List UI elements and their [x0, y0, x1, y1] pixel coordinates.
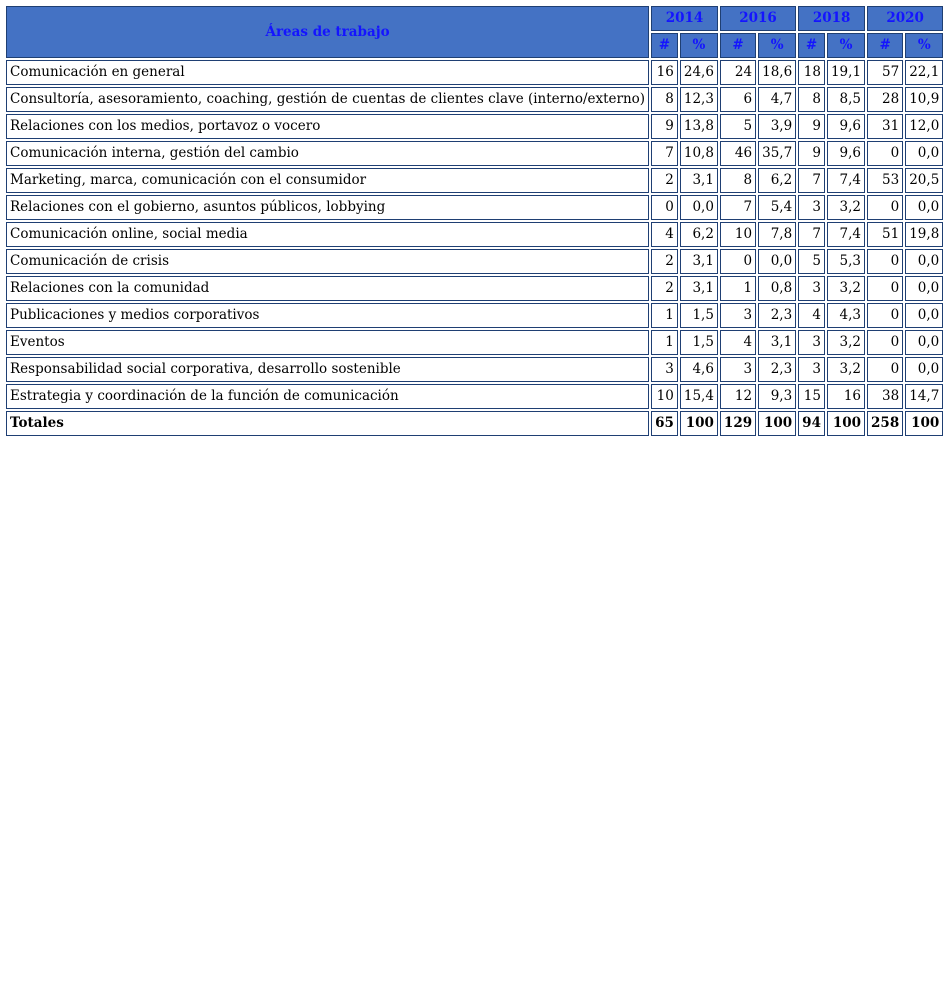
- row-label: Estrategia y coordinación de la función de comunicación: [6, 384, 649, 409]
- row-value-cell: 5: [798, 249, 825, 274]
- row-value-cell: 6,2: [680, 222, 718, 247]
- row-value-cell: 3,2: [827, 195, 865, 220]
- row-value-cell: 0,0: [680, 195, 718, 220]
- row-label: Publicaciones y medios corporativos: [6, 303, 649, 328]
- row-value-cell: 0: [867, 276, 903, 301]
- row-value-cell: 0,8: [758, 276, 796, 301]
- table-row: [6, 114, 943, 139]
- row-value-cell: 51: [867, 222, 903, 247]
- row-value-cell: 2: [651, 168, 678, 193]
- table-row: [6, 249, 943, 274]
- row-value-cell: 2: [651, 276, 678, 301]
- header-count-2014: #: [651, 33, 678, 58]
- table-row: [6, 87, 943, 112]
- row-value-cell: 28: [867, 87, 903, 112]
- row-value-cell: 0,0: [905, 195, 943, 220]
- row-value-cell: 5,3: [827, 249, 865, 274]
- row-value-cell: 2,3: [758, 357, 796, 382]
- row-label: Eventos: [6, 330, 649, 355]
- row-label: Comunicación interna, gestión del cambio: [6, 141, 649, 166]
- row-value-cell: 12,0: [905, 114, 943, 139]
- row-value-cell: 0,0: [905, 330, 943, 355]
- row-value-cell: 0,0: [905, 276, 943, 301]
- table-body: [6, 60, 943, 436]
- row-value-cell: 7,4: [827, 168, 865, 193]
- row-value-cell: 15,4: [680, 384, 718, 409]
- row-value-cell: 4,6: [680, 357, 718, 382]
- row-value-cell: 9: [651, 114, 678, 139]
- header-year-2014: 2014: [651, 6, 718, 31]
- row-value-cell: 7: [720, 195, 756, 220]
- header-percent-2020: %: [905, 33, 943, 58]
- totals-label: Totales: [6, 411, 649, 436]
- row-value-cell: 9,6: [827, 141, 865, 166]
- table-row: [6, 60, 943, 85]
- row-value-cell: 16: [827, 384, 865, 409]
- row-value-cell: 3,1: [680, 168, 718, 193]
- row-value-cell: 19,1: [827, 60, 865, 85]
- row-value-cell: 15: [798, 384, 825, 409]
- table-row: [6, 141, 943, 166]
- row-value-cell: 9: [798, 141, 825, 166]
- row-value-cell: 3: [798, 195, 825, 220]
- row-value-cell: 6,2: [758, 168, 796, 193]
- row-value-cell: 3: [798, 357, 825, 382]
- row-label: Comunicación en general: [6, 60, 649, 85]
- row-value-cell: 19,8: [905, 222, 943, 247]
- row-value-cell: 8,5: [827, 87, 865, 112]
- row-value-cell: 5,4: [758, 195, 796, 220]
- row-value-cell: 4,3: [827, 303, 865, 328]
- row-value-cell: 0: [651, 195, 678, 220]
- totals-cell: 65: [651, 411, 678, 436]
- row-value-cell: 16: [651, 60, 678, 85]
- row-value-cell: 3,2: [827, 276, 865, 301]
- row-value-cell: 14,7: [905, 384, 943, 409]
- row-value-cell: 9: [798, 114, 825, 139]
- table-row: [6, 303, 943, 328]
- row-value-cell: 24: [720, 60, 756, 85]
- header-count-2018: #: [798, 33, 825, 58]
- row-value-cell: 0,0: [905, 303, 943, 328]
- row-value-cell: 31: [867, 114, 903, 139]
- row-value-cell: 10: [651, 384, 678, 409]
- row-value-cell: 35,7: [758, 141, 796, 166]
- totals-row: [6, 411, 943, 436]
- header-work-areas: Áreas de trabajo: [6, 6, 649, 58]
- row-value-cell: 3,1: [680, 249, 718, 274]
- row-value-cell: 0: [867, 330, 903, 355]
- row-value-cell: 8: [651, 87, 678, 112]
- table-row: [6, 357, 943, 382]
- row-value-cell: 0: [867, 195, 903, 220]
- row-value-cell: 4: [798, 303, 825, 328]
- row-label: Comunicación online, social media: [6, 222, 649, 247]
- header-percent-2018: %: [827, 33, 865, 58]
- row-label: Relaciones con los medios, portavoz o vocero: [6, 114, 649, 139]
- totals-cell: 94: [798, 411, 825, 436]
- table-row: [6, 195, 943, 220]
- row-value-cell: 5: [720, 114, 756, 139]
- row-value-cell: 7: [798, 168, 825, 193]
- row-value-cell: 18: [798, 60, 825, 85]
- row-value-cell: 0: [867, 303, 903, 328]
- row-value-cell: 4,7: [758, 87, 796, 112]
- row-value-cell: 0,0: [758, 249, 796, 274]
- row-value-cell: 53: [867, 168, 903, 193]
- table-row: [6, 330, 943, 355]
- row-value-cell: 3: [651, 357, 678, 382]
- header-row-years: [6, 6, 943, 31]
- row-value-cell: 1: [651, 303, 678, 328]
- row-label: Relaciones con la comunidad: [6, 276, 649, 301]
- totals-cell: 100: [680, 411, 718, 436]
- row-value-cell: 20,5: [905, 168, 943, 193]
- row-value-cell: 8: [798, 87, 825, 112]
- table-row: [6, 168, 943, 193]
- header-percent-2014: %: [680, 33, 718, 58]
- row-value-cell: 3,2: [827, 330, 865, 355]
- row-value-cell: 0: [720, 249, 756, 274]
- row-label: Responsabilidad social corporativa, desarrollo sostenible: [6, 357, 649, 382]
- row-value-cell: 24,6: [680, 60, 718, 85]
- header-year-2018: 2018: [798, 6, 865, 31]
- row-value-cell: 3: [720, 303, 756, 328]
- row-value-cell: 4: [651, 222, 678, 247]
- row-value-cell: 8: [720, 168, 756, 193]
- header-percent-2016: %: [758, 33, 796, 58]
- row-value-cell: 12,3: [680, 87, 718, 112]
- row-value-cell: 0: [867, 141, 903, 166]
- row-value-cell: 4: [720, 330, 756, 355]
- row-value-cell: 38: [867, 384, 903, 409]
- totals-cell: 100: [905, 411, 943, 436]
- row-value-cell: 10: [720, 222, 756, 247]
- header-count-2016: #: [720, 33, 756, 58]
- row-value-cell: 2: [651, 249, 678, 274]
- row-label: Consultoría, asesoramiento, coaching, gestión de cuentas de clientes clave (interno/externo): [6, 87, 649, 112]
- row-value-cell: 3,2: [827, 357, 865, 382]
- row-value-cell: 46: [720, 141, 756, 166]
- row-value-cell: 3,1: [680, 276, 718, 301]
- row-value-cell: 2,3: [758, 303, 796, 328]
- totals-cell: 100: [827, 411, 865, 436]
- row-value-cell: 3: [798, 330, 825, 355]
- row-label: Relaciones con el gobierno, asuntos públicos, lobbying: [6, 195, 649, 220]
- row-value-cell: 7: [651, 141, 678, 166]
- row-value-cell: 12: [720, 384, 756, 409]
- row-value-cell: 10,9: [905, 87, 943, 112]
- row-value-cell: 0,0: [905, 141, 943, 166]
- header-count-2020: #: [867, 33, 903, 58]
- row-value-cell: 22,1: [905, 60, 943, 85]
- row-value-cell: 13,8: [680, 114, 718, 139]
- row-value-cell: 0,0: [905, 249, 943, 274]
- row-value-cell: 3,9: [758, 114, 796, 139]
- row-value-cell: 1: [720, 276, 756, 301]
- work-areas-table: [4, 4, 945, 438]
- row-value-cell: 1: [651, 330, 678, 355]
- row-value-cell: 3: [798, 276, 825, 301]
- row-value-cell: 0: [867, 357, 903, 382]
- row-value-cell: 0: [867, 249, 903, 274]
- row-value-cell: 18,6: [758, 60, 796, 85]
- header-year-2016: 2016: [720, 6, 796, 31]
- totals-cell: 258: [867, 411, 903, 436]
- row-value-cell: 9,3: [758, 384, 796, 409]
- row-value-cell: 7,4: [827, 222, 865, 247]
- row-value-cell: 9,6: [827, 114, 865, 139]
- totals-cell: 129: [720, 411, 756, 436]
- header-year-2020: 2020: [867, 6, 943, 31]
- row-value-cell: 10,8: [680, 141, 718, 166]
- row-value-cell: 7: [798, 222, 825, 247]
- table-row: [6, 276, 943, 301]
- row-value-cell: 3,1: [758, 330, 796, 355]
- row-value-cell: 3: [720, 357, 756, 382]
- row-value-cell: 7,8: [758, 222, 796, 247]
- row-label: Comunicación de crisis: [6, 249, 649, 274]
- row-value-cell: 1,5: [680, 330, 718, 355]
- row-label: Marketing, marca, comunicación con el consumidor: [6, 168, 649, 193]
- row-value-cell: 6: [720, 87, 756, 112]
- row-value-cell: 57: [867, 60, 903, 85]
- totals-cell: 100: [758, 411, 796, 436]
- table-row: [6, 222, 943, 247]
- row-value-cell: 1,5: [680, 303, 718, 328]
- table-row: [6, 384, 943, 409]
- row-value-cell: 0,0: [905, 357, 943, 382]
